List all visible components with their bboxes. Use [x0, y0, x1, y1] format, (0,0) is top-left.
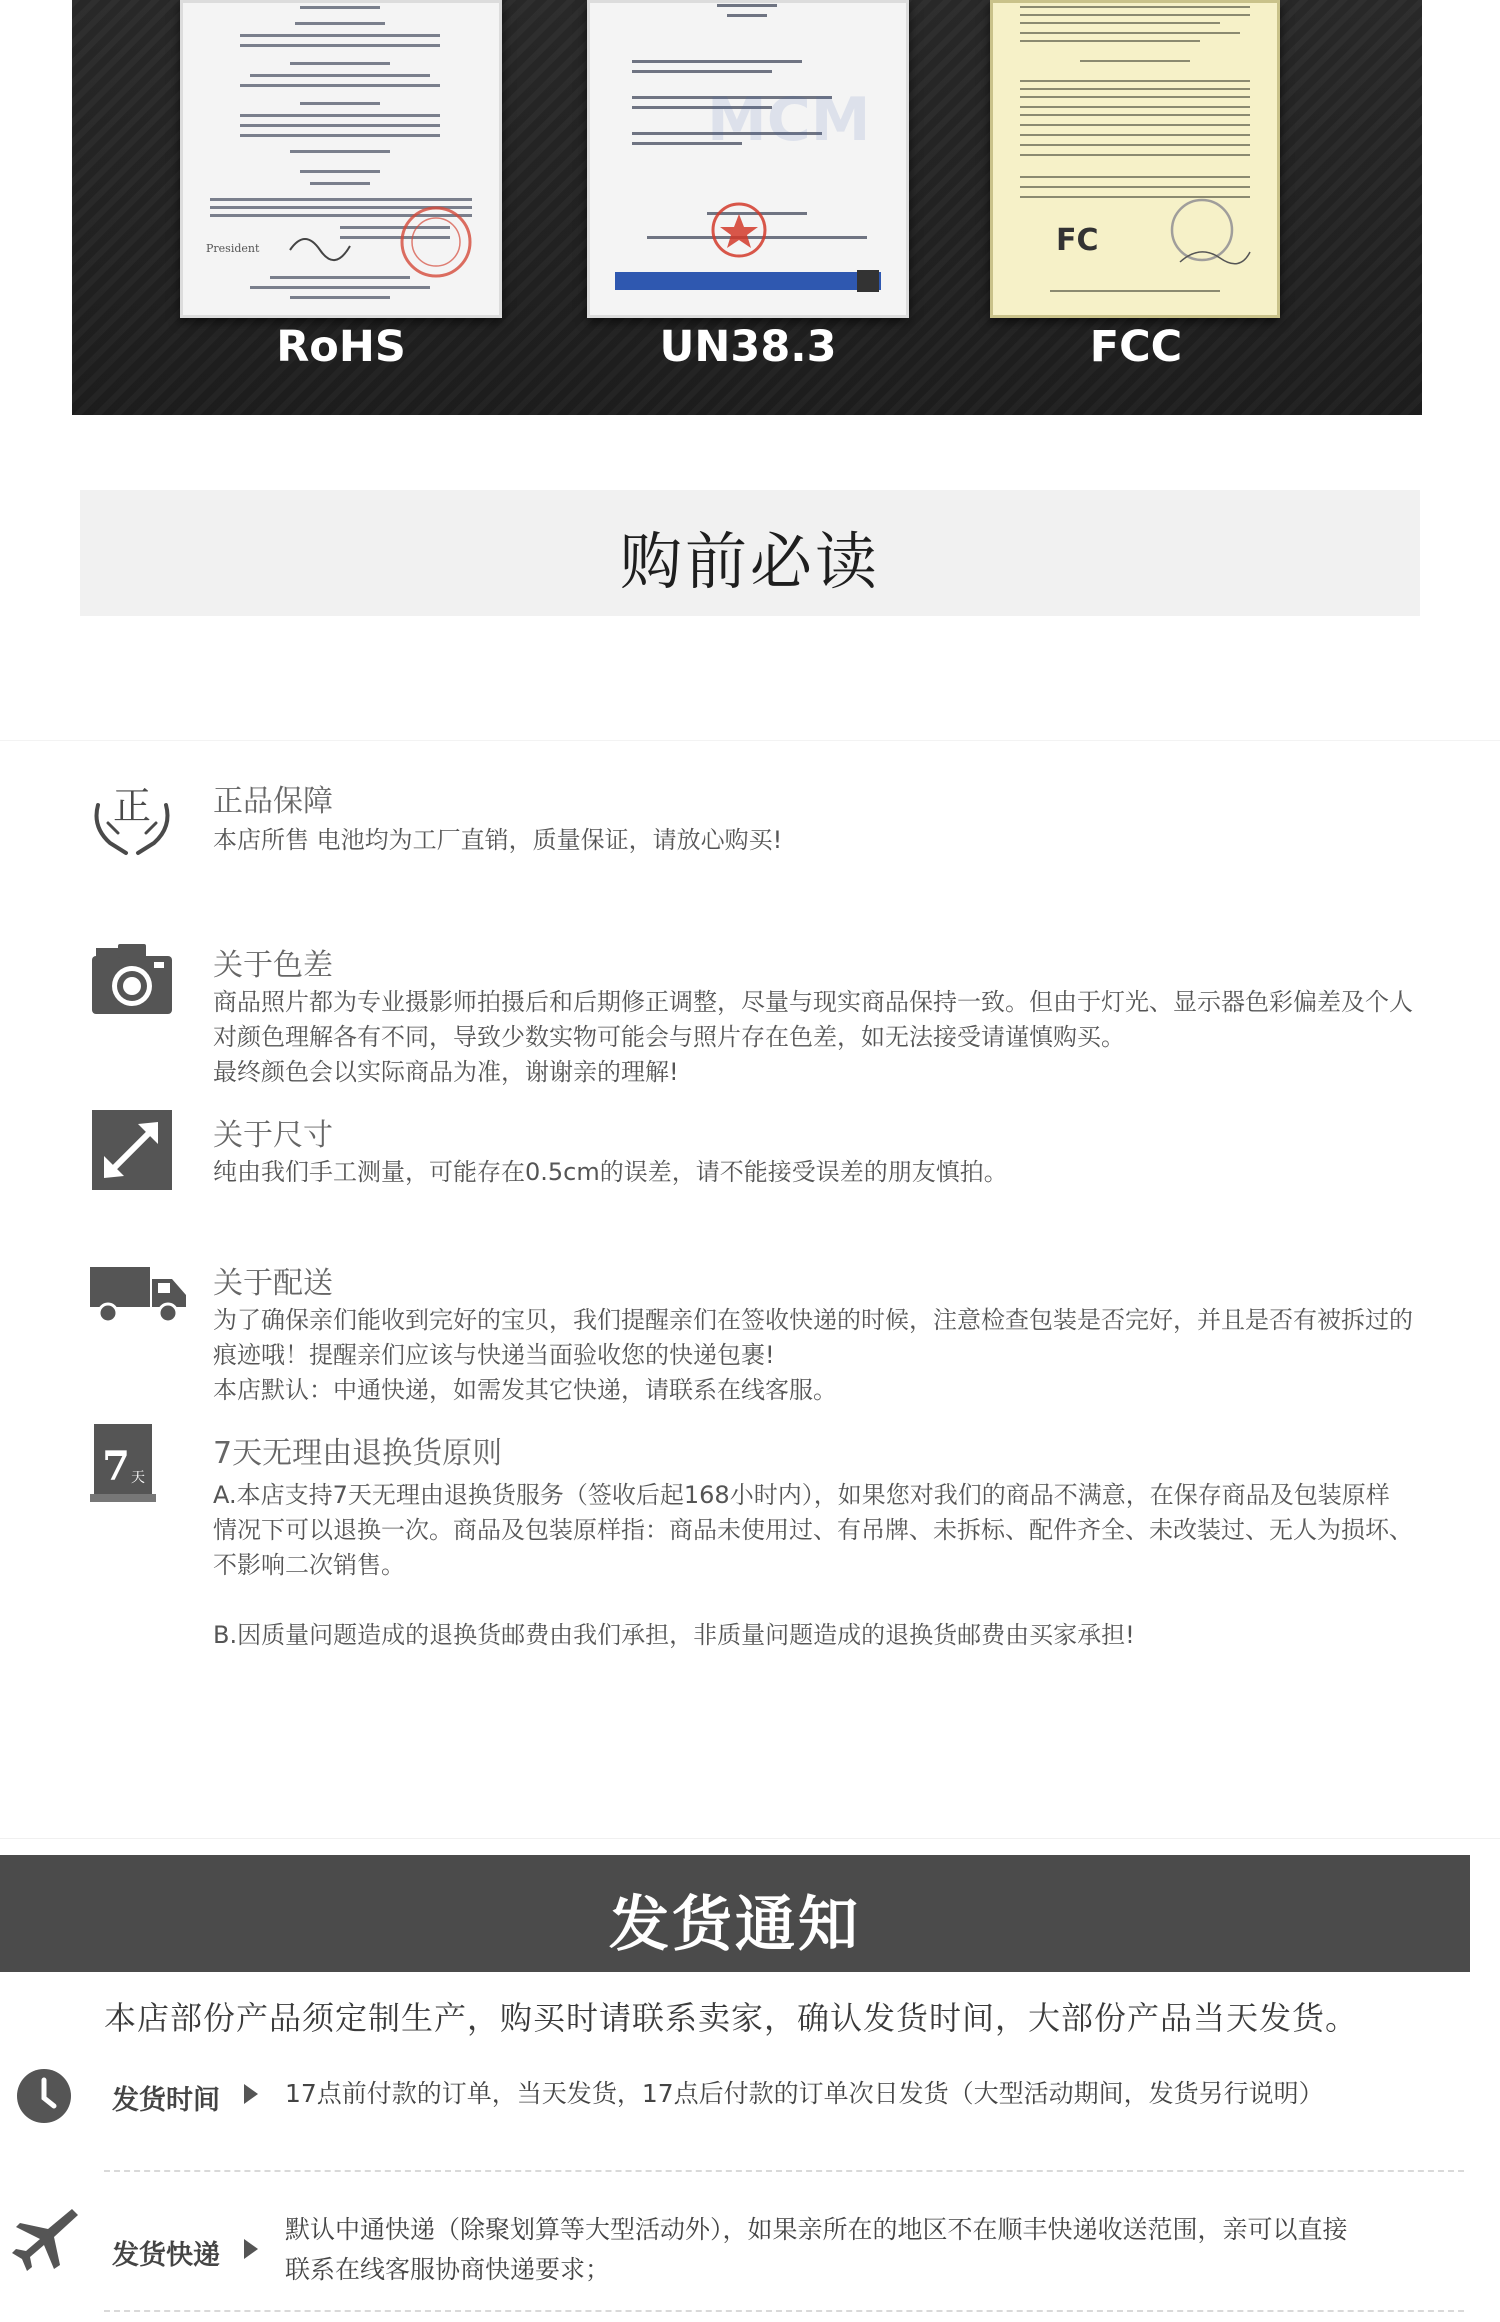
- note-line: 纯由我们手工测量，可能存在0.5cm的误差，请不能接受误差的朋友慎拍。: [213, 1158, 1008, 1186]
- note-line: 对颜色理解各有不同，导致少数实物可能会与照片存在色差，如无法接受请谨慎购买。: [213, 1023, 1125, 1051]
- clock-icon: [16, 2068, 72, 2124]
- divider: [0, 1838, 1500, 1839]
- note-body-color: [213, 985, 1458, 1090]
- pre-read-title: 购前必读: [619, 525, 880, 598]
- shipping-line: 联系在线客服协商快递要求；: [285, 2255, 611, 2284]
- note-body-authentic: [213, 823, 1458, 858]
- pre-read-header: [80, 490, 1420, 616]
- note-line: A.本店支持7天无理由退换货服务（签收后起168小时内），如果您对我们的商品不满意，在保存商品及包装原样: [213, 1481, 1390, 1509]
- fcc-certificate-image: [990, 0, 1280, 318]
- svg-text:MCM: MCM: [707, 85, 871, 155]
- dashed-divider: [104, 2170, 1464, 2172]
- shipping-text-courier: [285, 2210, 1435, 2290]
- un38-3-certificate-image: [587, 0, 909, 318]
- note-line: 本店默认：中通快递，如需发其它快递，请联系在线客服。: [213, 1376, 837, 1404]
- resize-arrow-icon: [88, 1108, 176, 1192]
- note-title-color: 关于色差: [213, 948, 333, 983]
- shipping-label-time: 发货时间: [112, 2085, 220, 2116]
- shipping-line: 默认中通快递（除聚划算等大型活动外），如果亲所在的地区不在顺丰快递收送范围，亲可以直接: [285, 2215, 1348, 2244]
- fcc-label: FCC: [1089, 322, 1183, 372]
- calendar-unit: 天: [131, 1470, 145, 1486]
- rohs-certificate-image: [180, 0, 502, 318]
- note-line: 痕迹哦！提醒亲们应该与快递当面验收您的快递包裹!: [213, 1341, 775, 1369]
- calendar-number: 7: [102, 1443, 130, 1490]
- shipping-notice-title: 发货通知: [609, 1890, 861, 1960]
- note-body-returns: [213, 1478, 1458, 1653]
- note-line: 最终颜色会以实际商品为准，谢谢亲的理解!: [213, 1058, 679, 1086]
- svg-text:President: President: [206, 242, 260, 255]
- note-line: [213, 1583, 1458, 1618]
- dashed-divider: [104, 2310, 1464, 2312]
- airplane-icon: [12, 2205, 80, 2273]
- shipping-intro: 本店部份产品须定制生产，购买时请联系卖家，确认发货时间，大部份产品当天发货。: [104, 1999, 1359, 2037]
- note-line: B.因质量问题造成的退换货邮费由我们承担，非质量问题造成的退换货邮费由买家承担!: [213, 1621, 1135, 1649]
- note-title-authentic: 正品保障: [213, 784, 333, 819]
- note-title-size: 关于尺寸: [213, 1118, 333, 1153]
- note-body-size: [213, 1155, 1458, 1190]
- shipping-line: 17点前付款的订单，当天发货，17点后付款的订单次日发货（大型活动期间，发货另行说明）: [285, 2079, 1324, 2108]
- triangle-right-icon: [244, 2084, 258, 2104]
- calendar-7-days-icon: [88, 1420, 158, 1504]
- note-body-delivery: [213, 1303, 1458, 1408]
- note-line: 不影响二次销售。: [213, 1551, 405, 1579]
- svg-text:FC: FC: [1056, 223, 1099, 258]
- un38-3-label: UN38.3: [659, 322, 837, 372]
- divider: [0, 740, 1500, 741]
- shipping-notice-header: [0, 1855, 1470, 1972]
- shipping-text-time: [285, 2074, 1435, 2114]
- delivery-truck-icon: [88, 1255, 176, 1339]
- note-line: 为了确保亲们能收到完好的宝贝，我们提醒亲们在签收快递的时候，注意检查包装是否完好，并且是否有被拆过的: [213, 1306, 1413, 1334]
- note-line: 情况下可以退换一次。商品及包装原样指：商品未使用过、有吊牌、未拆标、配件齐全、未改装过、无人为损坏、: [213, 1516, 1413, 1544]
- note-line: 商品照片都为专业摄影师拍摄后和后期修正调整，尽量与现实商品保持一致。但由于灯光、显示器色彩偏差及个人: [213, 988, 1413, 1016]
- triangle-right-icon: [244, 2239, 258, 2259]
- note-title-delivery: 关于配送: [213, 1266, 333, 1301]
- certificates-banner: [72, 0, 1422, 415]
- camera-icon: [88, 940, 176, 1024]
- rohs-label: RoHS: [276, 322, 406, 372]
- svg-text:正: 正: [112, 784, 152, 828]
- note-title-returns: 7天无理由退换货原则: [213, 1436, 503, 1471]
- note-line: 本店所售 电池均为工厂直销，质量保证，请放心购买!: [213, 826, 783, 854]
- hands-authentic-icon: [88, 775, 176, 859]
- shipping-label-courier: 发货快递: [112, 2240, 220, 2271]
